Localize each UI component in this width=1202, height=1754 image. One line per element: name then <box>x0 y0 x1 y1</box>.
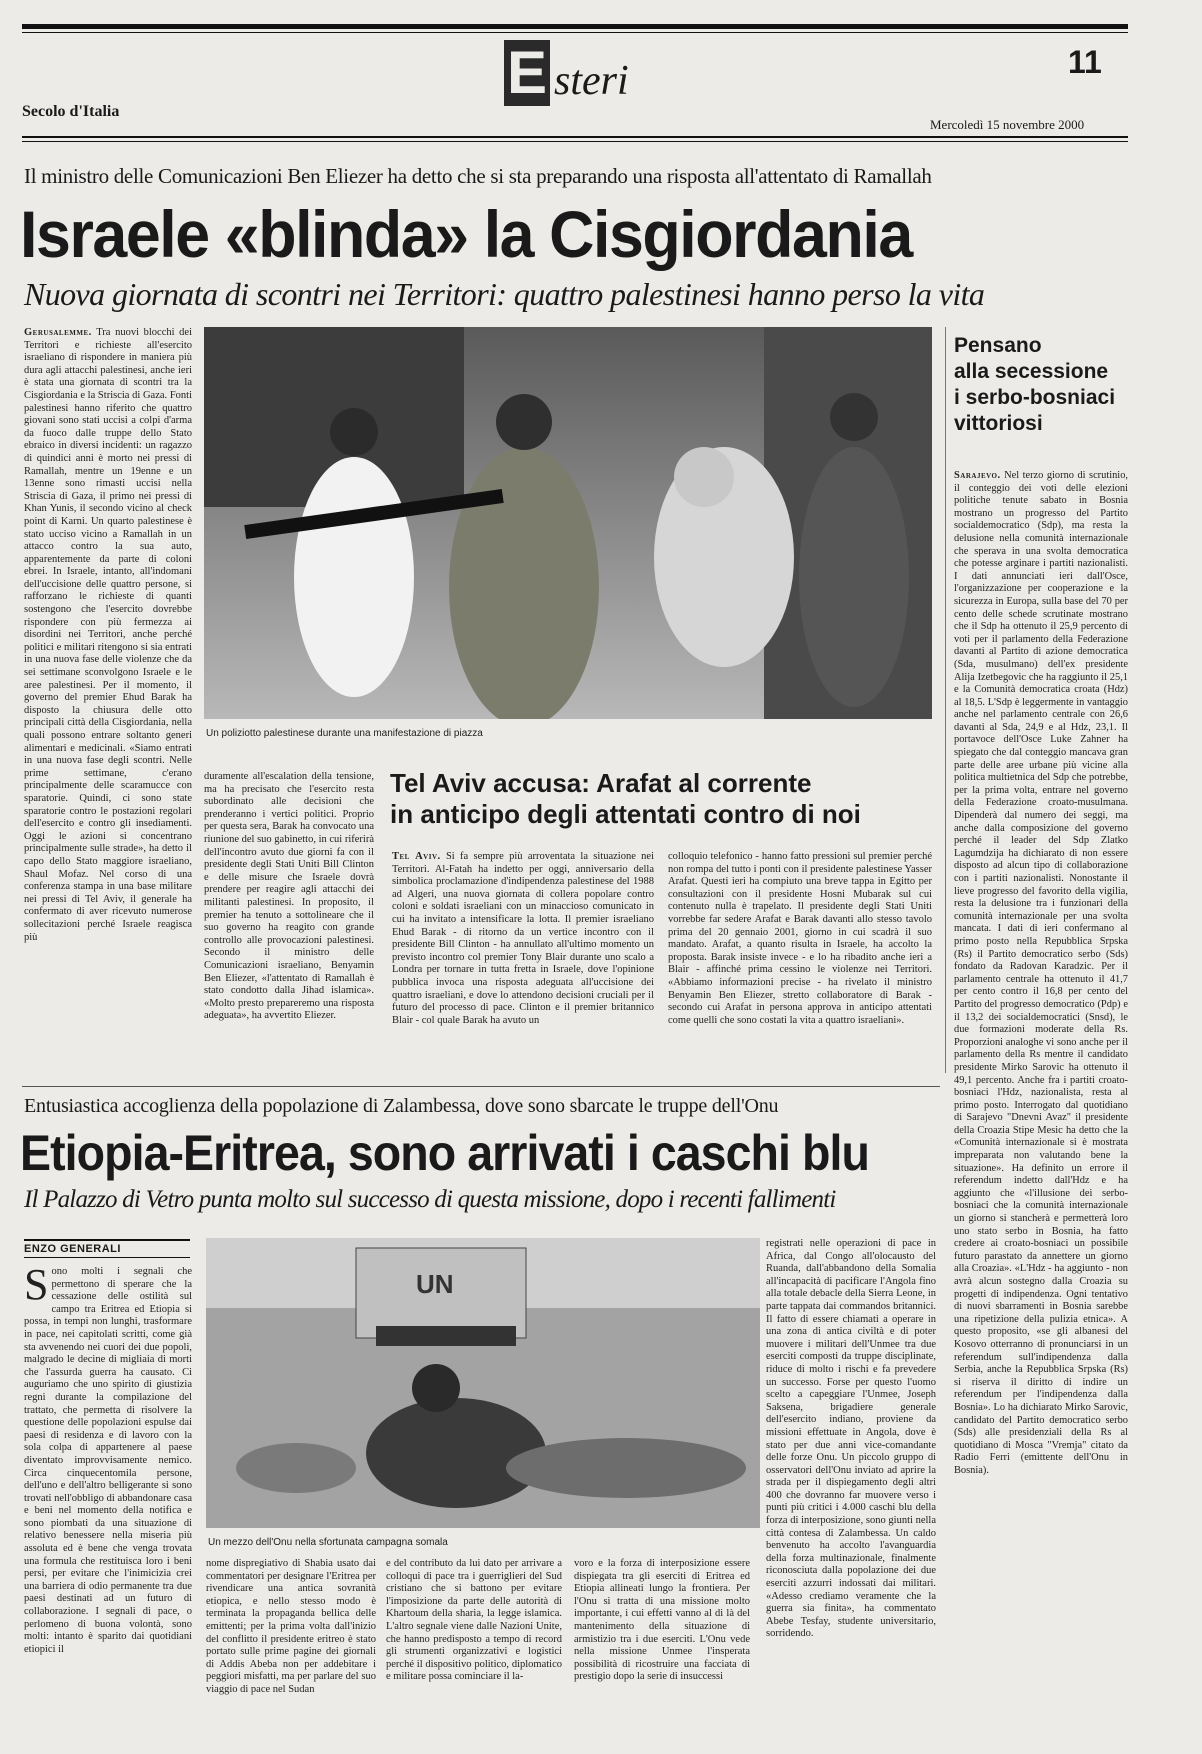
story1-headline: Israele «blinda» la Cisgiordania <box>20 197 912 271</box>
section-logo <box>504 40 704 110</box>
story2-headline-line2: in anticipo degli attentati contro di noi <box>390 799 861 829</box>
story3-text-2: nome dispregiativo di Shabia usato dai commentatori per designare l'Eritrea per rivendicare una antica sovranità etiopica, e nello stesso modo è terminata la propaganda bellica delle emittenti; per la prima volta dall'inizio del conflitto il presidente eritreo è stato portato sulle prime pagine dei giornali di Addis Abeba non per addebitare i peggiori misfatti, ma per parlare del suo viaggio di pace nel Sudan <box>206 1558 376 1695</box>
un-tank-photo <box>206 1238 760 1528</box>
sidebar-body <box>954 470 1128 1690</box>
story3-column-4 <box>574 1558 750 1742</box>
section-logo-text: steri <box>554 58 629 104</box>
story2-text-1: Si fa sempre più arroventata la situazione nei Territori. Al-Fatah ha indetto per oggi, anniversario della simbolica proclamazione d'indipendenza palestinese del 1988 ad Algeri, una nuova giornata di collera popolare contro coloni e soldati israeliani con un minaccioso comunicato in cui ha invitato a intensificare la lotta. Il premier israeliano Ehud Barak - di ritorno da un vertice incontro con il presidente Bill Clinton - ha annullato all'ultimo momento un previsto incontro col premier Tony Blair durante uno scalo a Londra per tornare in tutta fretta in Israele, dove l'opinione pubblica invoca una risposta adeguata all'uccisione dei quattro israeliani, e dove lo attendono decisioni cruciali per il futuro del processo di pace. Clinton e il premier britannico Blair - col quale Barak ha avuto un <box>392 851 654 1026</box>
story2-dateline: Tel Aviv. <box>392 851 441 862</box>
story1-headline-wrap <box>20 196 1130 278</box>
story1-column-1 <box>24 327 192 1073</box>
story3-text-3: e del contributo da lui dato per arrivare a colloqui di pace tra i guerriglieri del Sud cristiano che si battono per evitare l'imposizione da parte delle autorità di Khartoum della sharia, la legge islamica. L'altro segnale viene dalle Nazioni Unite, che hanno predisposto a tempo di record gli strumenti organizzativi e logistici perché il dispositivo politico, diplomatico e militare possa cominciare il la- <box>386 1558 562 1683</box>
sidebar-headline <box>954 333 1130 437</box>
sidebar-dateline: Sarajevo. <box>954 470 1001 481</box>
story2-column-1 <box>392 851 654 1073</box>
sidebar-headline-line3: i serbo-bosniaci <box>954 386 1116 409</box>
story3-column-5 <box>766 1238 936 1742</box>
story1-dateline: Gerusalemme. <box>24 327 92 338</box>
story3-text-4: voro e la forza di interposizione essere dispiegata tra gli eserciti di Eritrea ed Etiopia allineati lungo la frontiera. Per l'Onu si tratta di una missione molto importante, i cui effetti vanno al di là del mantenimento della situazione di armistizio tra i due eserciti. L'Onu vede nella missione Unmee l'insperata possibilità di ricostruire una facciata di prestigio dopo la serie di insuccessi <box>574 1558 750 1683</box>
story2-text-2: colloquio telefonico - hanno fatto pressioni sul premier perché non rompa del tutto i ponti con il presidente palestinese Yasser Arafat. Questi ieri ha compiuto una breve tappa in Egitto per consultazioni con il presidente Hosni Mubarak sul cui contenuto nulla è trapelato. Il presidente degli Stati Uniti vorrebbe far sedere Arafat e Barak davanti allo stesso tavolo prima del 20 gennaio 2001, giorno in cui scadrà il suo mandato. Arafat, a quanto risulta in Israele, ha accolto la proposta. Barak insiste invece - e lo ha ribadito anche ieri a Blair - affinché prima cessino le violenze nei Territori. «Abbiamo informazioni precise - ha rivelato il ministro Benyamin Ben Eliezer, stretto collaboratore di Barak - secondo cui Arafat in persona approva in anticipo attentati come quelli che sono costati la vita a quattro israeliani». <box>668 851 932 1026</box>
story3-text-1: ono molti i segnali che permettono di sperare che la cessazione delle ostilità sul campo tra Eritrea ed Etiopia si possa, in tempi non lunghi, trasformare in pace, nei capitolati scritti, come già sta avvenendo nei cuori dei due popoli, malgrado le decine di migliaia di morti che l'assurda guerra ha causato. Ci auguriamo che uno spirito di giustizia regni durante la compilazione del trattato, che permetta di risolvere la questione delle popolazioni espulse dai paesi di residenza e di lavoro con la sola colpa di appartenere al paese diventato improvvisamente nemico. Circa cinquecentomila persone, dell'uno e dell'altro belligerante si sono trovati nell'obbligo di abbandonare casa e beni nel momento della notifica e sono piombati da una situazione di relativo benessere nella miseria più assoluta ed è bene che venga trovata una formula che restituisca loro i beni persi, per evitare che l'inimicizia crei una barriera di odio permanente tra due paesi destinati ad un futuro di collaborazione. I segnali di pace, o perlomeno di buona volontà, sono molti: intanto è sparito dai quotidiani etiopici il <box>24 1266 192 1655</box>
story3-kicker: Entusiastica accoglienza della popolazione di Zalambessa, dove sono sbarcate le truppe dell'Onu <box>24 1095 779 1117</box>
story3-column-2 <box>206 1558 376 1742</box>
story3-top-rule <box>22 1086 940 1087</box>
page-number: 11 <box>1068 44 1102 80</box>
sidebar-headline-line1: Pensano <box>954 334 1042 357</box>
story3-photo <box>206 1238 760 1528</box>
masthead-rule-thin <box>22 141 1128 142</box>
story1-photo-caption: Un poliziotto palestinese durante una manifestazione di piazza <box>206 728 483 739</box>
police-protest-photo <box>204 327 932 719</box>
story1-deck: Nuova giornata di scontri nei Territori: quattro palestinesi hanno perso la vita <box>24 276 985 312</box>
story3-column-1 <box>24 1266 192 1742</box>
story1-text-2: duramente all'escalation della tensione, ma ha precisato che l'esercito resta subordinato alle decisioni che prenderanno i vertici politici. Proprio per questa sera, Barak ha convocato una riunione del suo gabinetto, in cui riferirà dell'incontro avuto due giorni fa con il presidente degli Stati Uniti Bill Clinton e delle misure che Israele dovrà prendere per reagire agli attacchi dei militanti palestinesi. In proposito, il premier ha tenuto a sottolineare che il suo governo ha reagito con grande controllo alle provocazioni palestinesi. Secondo il ministro delle Comunicazioni israeliano, Benyamin Ben Eliezer, «l'attentato di Ramallah è stato condotto dalla Jihad islamica». «Molto presto prepareremo una risposta adeguata», ha avvertito Eliezer. <box>204 771 374 1022</box>
newspaper-name: Secolo d'Italia <box>22 103 120 120</box>
story2-column-2 <box>668 851 932 1073</box>
section-logo-initial: E <box>504 40 550 106</box>
story1-text-1: Tra nuovi blocchi dei Territori e richieste all'esercito israeliano di rispondere in maniera più dura agli attacchi palestinesi, anche ieri è stata una giornata di scontri tra la Cisgiordania e la Striscia di Gaza. Fonti palestinesi hanno riferito che quattro giovani sono stati uccisi a colpi d'arma da fuoco dalle truppe dello Stato ebraico in diversi incidenti: un ragazzo di quindici anni è morto nei pressi di Ramallah, mentre un 19enne e un 13enne sono rimasti uccisi nella Striscia di Gaza, il primo nei pressi di Khan Yunis, il secondo vicino al check point di Karni. Un quarto palestinese è stato ucciso vicino a Ramallah in un attacco contro la sua auto, apparentemente da parte di coloni ebrei. In Israele, intanto, all'indomani dell'uccisione delle quattro persone, si rafforzano le richieste di quanti sostengono che l'esercito dovrebbe rispondere con più fermezza ai disordini nei Territori, anche perché politici e militari ritengono si sia entrati in una nuova fase delle violenze che da sei settimane sconvolgono Israele e le aree palestinesi. Per il momento, il governo del premier Ehud Barak ha disposto la chiusura delle otto principali città della Cisgiordania, nella quali possono entrare soltanto generi alimentari e medicinali. «Siamo entrati in una nuova fase degli scontri. Nelle prime settimane, c'erano principalmente delle scaramucce con sparatorie. Quindi, ci sono state sparatorie contro le postazioni regolari dell'esercito e contro gli insediamenti. Oggi le azioni si concentrano principalmente sulle strade», ha detto il capo dello Stato maggiore israeliano, Shaul Mofaz. Nel corso di una conferenza stampa in una base militare nei pressi di Tel Aviv, il generale ha confermato di aver ricevuto numerose sollecitazioni perché Israele reagisca più <box>24 327 192 943</box>
story1-kicker: Il ministro delle Comunicazioni Ben Eliezer ha detto che si sta preparando una risposta all'attentato di Ramallah <box>24 164 932 188</box>
story3-deck: Il Palazzo di Vetro punta molto sul successo di questa missione, dopo i recenti fallimenti <box>24 1186 836 1213</box>
story3-dropcap: S <box>24 1266 49 1309</box>
sidebar-divider <box>945 327 946 1073</box>
story3-column-3 <box>386 1558 562 1742</box>
sidebar-text: Nel terzo giorno di scrutinio, il conteggio dei voti delle elezioni politiche tenute sabato in Bosnia mostrano un progresso del Partito socialdemocratico (Sdp), ma resta la delusione nella comunità internazionale che sperava in una svolta democratica che potesse arginare i partiti nazionalisti. I dati annunciati ieri dall'Osce, l'organizzazione per cooperazione e la sicurezza in Europa, sulla base del 70 per cento delle schede scrutinate mostrano che il Sdp ha ottenuto il 25,9 percento di voti per il parlamento della Federazione davanti al Partito di azione democratica (Sda, musulmano) dell'ex presidente Alija Izetbegovic che ha raggiunto il 25,1 e la Comunità democratica croata (Hdz) al 18,5. L'Sdp è leggermente in vantaggio anche nel parlamento centrale con 26,6 davanti al Sda, 24,9 e al Hdz, 23,1. Il portavoce dell'Osce Luke Zahner ha spiegato che dal conteggio mancava gran parte delle aree urbane più vicine alla politica multietnica del Sdp che potrebbe, per la prima volta, entrare nel governo della Federazione croato-musulmana. Dipenderà dal numero dei seggi, ma anche dalla composizione del governo perché il leader del Sdp Zlatko Lagumdzija ha dichiarato di non essere disposto ad alcun tipo di collaborazione con i partiti nazionalisti. Nonostante il lieve progresso del favorito della vigilia, resta la delusione tra i funzionari della comunità internazionale per una svolta mancata. I dati di ieri confermano al primo posto nella Repubblica Srpska (Rs) il Partito democratico serbo (Sds) fondato da Radovan Karadzic. Per il parlamento centrale ha ottenuto il 41,7 per cento contro il 16,8 per cento del Partito del progresso democratico (Pdp) e il 13,2 dei socialdemocratici (Snsd), le due formazioni moderate della Rs. Proporzioni analoghe vi sono anche per il parlamento della Rs mentre il candidato presidente Mirko Sarovic ha ottenuto il 49,1 percento. Anche fra i partiti croato-bosniaci l'Hdz, nazionalista, resta al primo posto. Interrogato dal quotidiano di Sarajevo "Dnevni Avaz" il presidente della Croazia Stipe Mesic ha detto che la «Comunità internazionale si è mostrata impreparata non valutando bene la situazione». Ha definito un errore il referendum indetto dall'Hdz e ha aggiunto che «l'illusione dei serbo-bosniaci che la comunità internazionale un giorno si stancherà e permetterà loro uno stato serbo in Bosnia, ha fatto credere ai croato-bosniaci un possibile futuro parastato da annettere un giorno alla Croazia». «L'Hdz - ha aggiunto - non avrà alcun sostegno dalla Croazia su progetti di indipendenza. Ogni tentativo di nuovi sbarramenti in Bosnia sarebbe una ripetizione della pulizia etnica». A questo proposito, «se gli albanesi del Kosovo otterranno di pronunciarsi in un referendum sull'indipendenza dalla Serbia, anche la Repubblica Srpska (Rs) si riserva il diritto di indire un referendum per l'indipendenza dalla Bosnia». Lo ha dichiarato Mirko Sarovic, candidato del Partito democratico serbo (Sds) alle presidenziali della Rs al quotidiano di Mosca "Vremja" citato da Radio Ferri (emittente dell'Onu in Bosnia). <box>954 470 1128 1476</box>
story2-headline-wrap <box>390 768 940 830</box>
issue-date: Mercoledì 15 novembre 2000 <box>930 117 1085 132</box>
sidebar-headline-line4: vittoriosi <box>954 412 1043 435</box>
story3-photo-caption: Un mezzo dell'Onu nella sfortunata campagna somala <box>208 1537 448 1548</box>
story3-text-5: registrati nelle operazioni di pace in Africa, dal Congo all'olocausto del Ruanda, dall'abbandono della Somalia all'incapacità di pacificare l'Angola fino alla totale debacle della Sierra Leone, in parte tappata dai commandos britannici. Il fatto di essere chiamati a operare in una zona di antica civiltà e di poter muovere i militari dell'Unmee tra due eserciti composti da truppe disciplinate, riduce di molto i rischi e fa prevedere un successo. Forse per questo l'uomo scelto a capeggiare l'Unmee, Joseph Saksena, brigadiere generale dell'esercito indiano, proviene da missioni effettuate in Angola, dove è stato per due anni vice-comandante delle forze Onu. Un piccolo gruppo di osservatori dell'Onu inviato ad aprire la strada per il dispiegamento degli altri 400 che dovranno far muovere verso i punti più critici i 4.000 caschi blu della forza di interposizione, sono giunti nella città contesa di Zalambessa. Un caldo benvenuto ha accolto l'avanguardia della forza multinazionale, finalmente riconosciuta dalla popolazione dei due eserciti azzurri indossati dai militari. «Adesso crediamo veramente che la guerra sia finita», ha commentato Abebe Tesfay, studente universitario, sorridendo. <box>766 1238 936 1640</box>
story1-column-2 <box>204 771 374 1073</box>
story3-byline: ENZO GENERALI <box>24 1239 190 1258</box>
story2-headline-line1: Tel Aviv accusa: Arafat al corrente <box>390 768 812 798</box>
top-rule-thin <box>22 32 1128 33</box>
sidebar-headline-line2: alla secessione <box>954 360 1109 383</box>
top-rule <box>22 24 1128 29</box>
masthead-rule <box>22 136 1128 138</box>
story3-headline: Etiopia-Eritrea, sono arrivati i caschi blu <box>20 1125 869 1181</box>
tank-marking: UN <box>416 1269 454 1299</box>
story3-headline-wrap <box>20 1122 940 1188</box>
story1-photo <box>204 327 932 719</box>
